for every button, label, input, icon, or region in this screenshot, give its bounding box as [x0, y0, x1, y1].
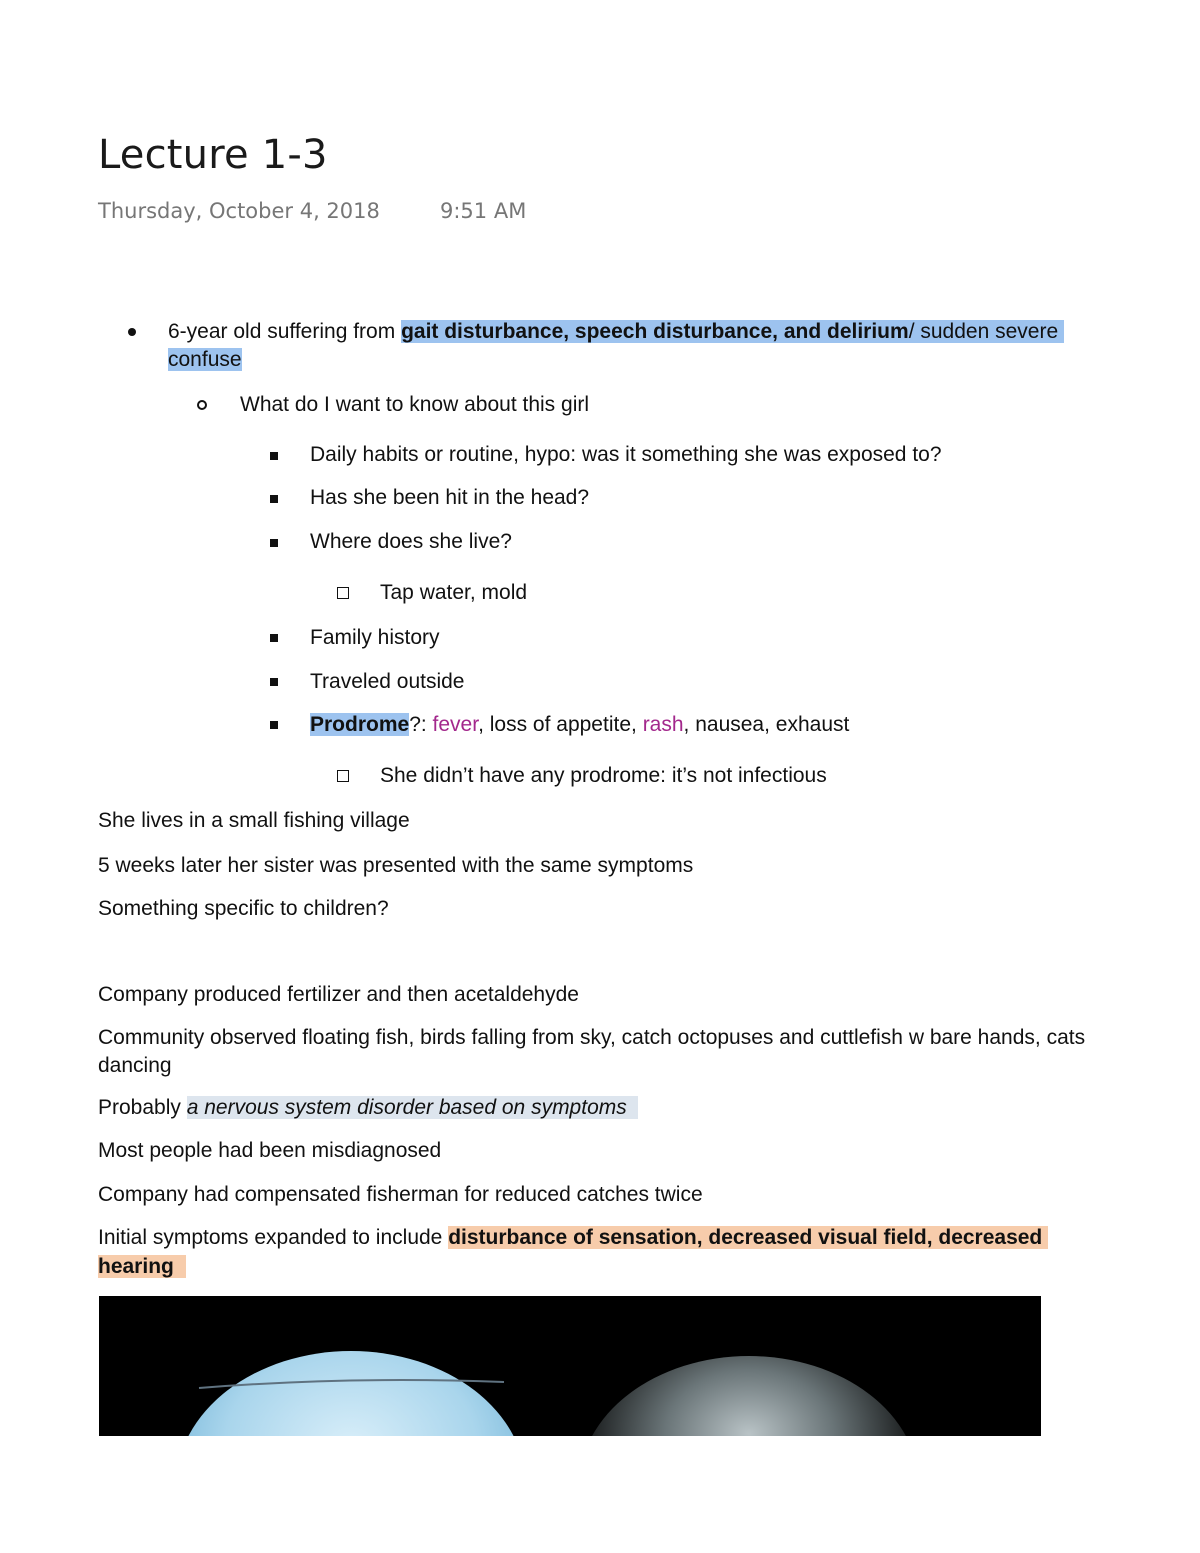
text-run: 6-year old suffering from	[168, 320, 402, 343]
paragraph: She lives in a small fishing village	[98, 809, 410, 832]
paragraph: Most people had been misdiagnosed	[98, 1139, 442, 1162]
paragraph: Company produced fertilizer and then acetaldehyde	[98, 983, 579, 1006]
highlight-nervous-system: a nervous system disorder based on symptoms	[186, 1096, 627, 1119]
paragraph: 5 weeks later her sister was presented with the same symptoms	[98, 854, 694, 877]
embedded-image-graphic	[99, 1296, 1041, 1436]
bullet-disc-icon	[128, 328, 136, 336]
highlight-symptoms: gait disturbance, speech disturbance, and delirium	[401, 320, 909, 343]
bullet-hollow-square-icon	[337, 770, 349, 782]
list-item-level4: Tap water, mold	[380, 581, 528, 604]
bullet-square-icon	[270, 539, 278, 547]
highlight-pad	[627, 1096, 639, 1119]
paragraph-community-cont: dancing	[98, 1054, 172, 1077]
bullet-square-icon	[270, 495, 278, 503]
text-run: , nausea, exhaust	[683, 713, 850, 736]
paragraph-community: Community observed floating fish, birds falling from sky, catch octopuses and cuttlefish w bare hands, cats	[98, 1026, 1086, 1049]
list-item-prodrome	[310, 711, 849, 739]
bullet-circle-icon	[197, 400, 207, 410]
list-item-level1-cont	[168, 346, 242, 374]
page-time: 9:51 AM	[440, 199, 527, 223]
bullet-square-icon	[270, 634, 278, 642]
bullet-square-icon	[270, 721, 278, 729]
list-item-level3: Traveled outside	[310, 670, 465, 693]
list-item-level1	[168, 318, 1064, 346]
highlight-expanded-symptoms-cont: hearing	[98, 1255, 174, 1278]
highlight-pad	[1058, 320, 1064, 343]
page-date: Thursday, October 4, 2018	[98, 199, 380, 223]
embedded-image	[99, 1296, 1041, 1436]
highlight-pad	[1042, 1226, 1048, 1249]
list-item-level3: Where does she live?	[310, 530, 512, 553]
paragraph: Something specific to children?	[98, 897, 389, 920]
list-item-level3: Has she been hit in the head?	[310, 486, 590, 509]
list-item-level2: What do I want to know about this girl	[240, 393, 590, 416]
text-fever: fever	[432, 713, 479, 736]
text-rash: rash	[642, 713, 684, 736]
highlight-continuation: confuse	[168, 348, 242, 371]
text-run: Probably	[98, 1096, 187, 1119]
bullet-square-icon	[270, 452, 278, 460]
paragraph-probably	[98, 1094, 638, 1122]
highlight-symptoms-rest: / sudden severe	[908, 320, 1059, 343]
text-run: ?:	[409, 713, 433, 736]
page-title: Lecture 1-3	[98, 132, 328, 178]
highlight-expanded-symptoms: disturbance of sensation, decreased visual field, decreased	[448, 1226, 1043, 1249]
text-run: , loss of appetite,	[478, 713, 643, 736]
list-item-level4: She didn’t have any prodrome: it’s not infectious	[380, 764, 827, 787]
text-run: Initial symptoms expanded to include	[98, 1226, 449, 1249]
highlight-pad	[174, 1255, 186, 1278]
paragraph: Company had compensated fisherman for reduced catches twice	[98, 1183, 703, 1206]
paragraph-initial-cont	[98, 1253, 186, 1281]
bullet-hollow-square-icon	[337, 587, 349, 599]
paragraph-initial	[98, 1224, 1048, 1252]
highlight-prodrome: Prodrome	[310, 713, 410, 736]
bullet-square-icon	[270, 678, 278, 686]
list-item-level3: Daily habits or routine, hypo: was it something she was exposed to?	[310, 443, 942, 466]
list-item-level3: Family history	[310, 626, 440, 649]
